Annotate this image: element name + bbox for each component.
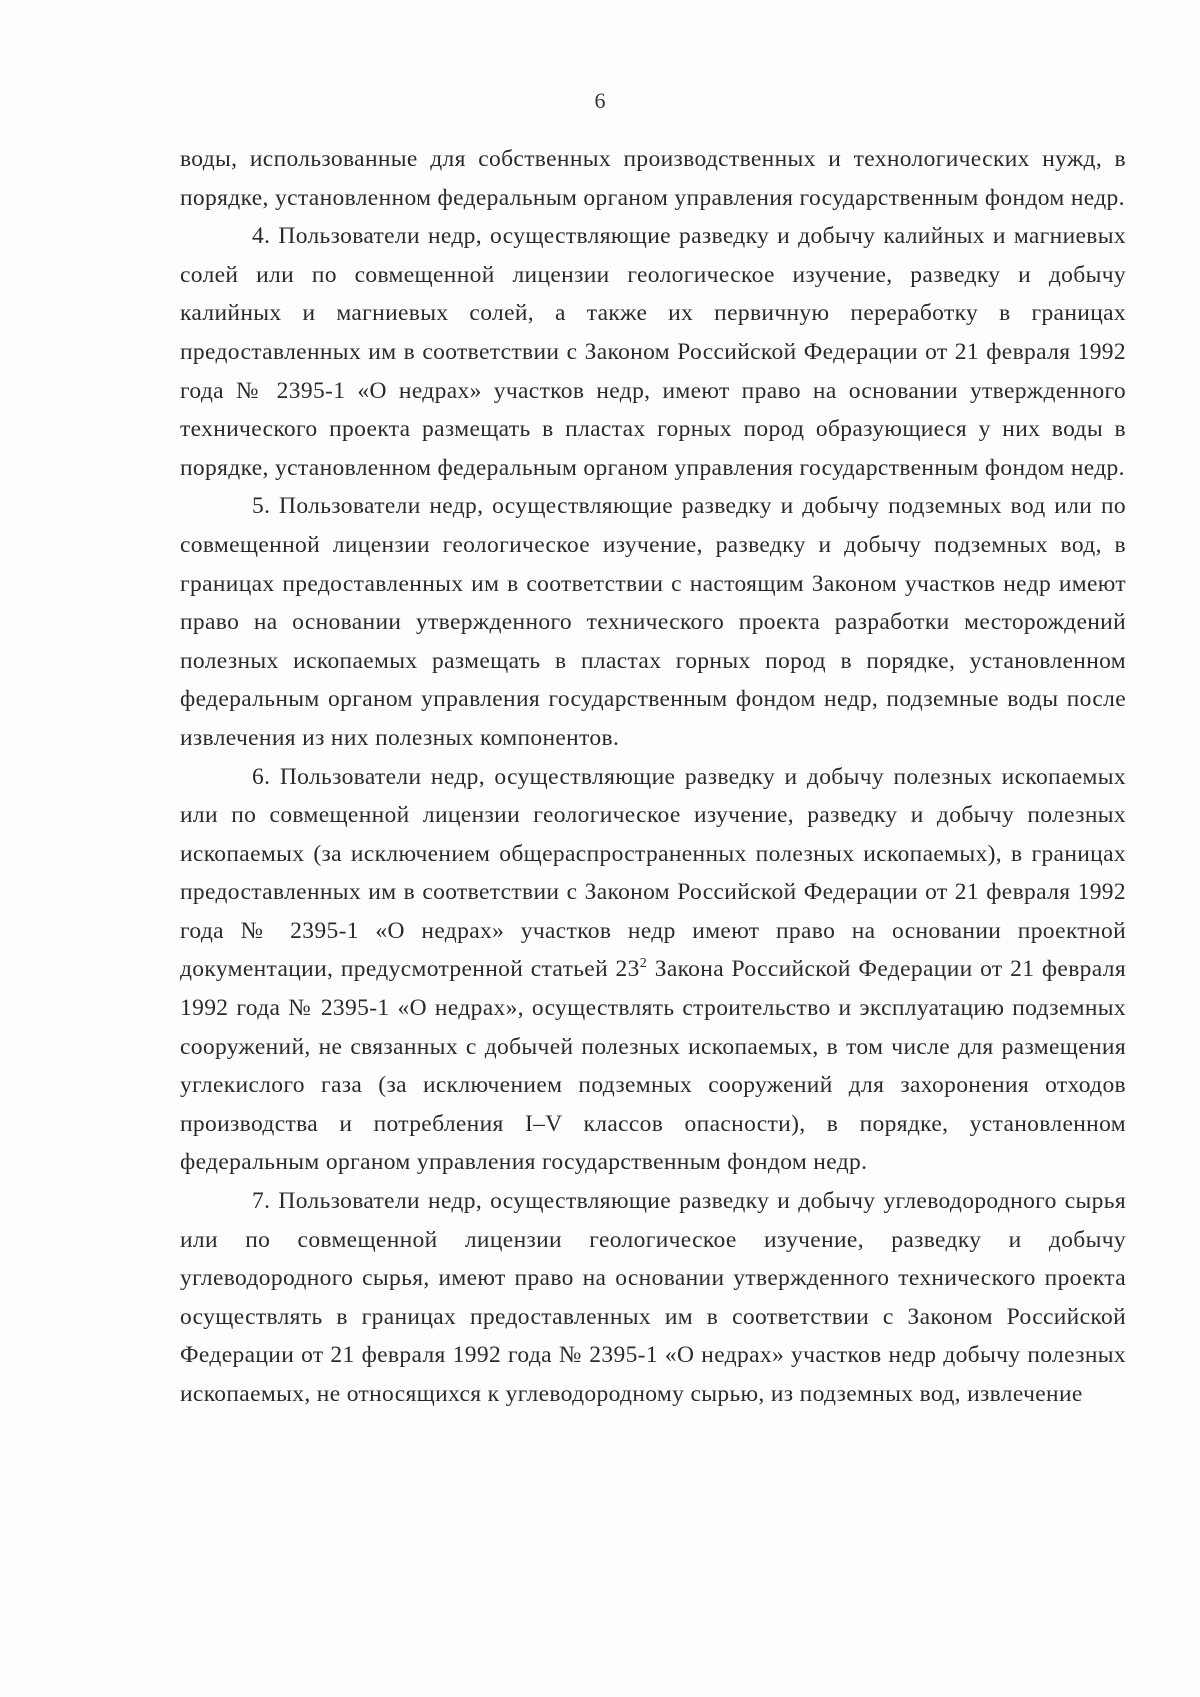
- document-body: [180, 140, 1126, 1414]
- page-number: 6: [594, 88, 606, 113]
- article-superscript: 2: [639, 956, 648, 972]
- paragraph-7: 7. Пользователи недр, осуществляющие разведку и добычу углеводородного сырья или по совмещенной лицензии геологическое изучение, разведку и добычу углеводородного сырья, имеют право на основании утвержденного технического проекта осуществлять в границах предоставленных им в соответствии с Законом Российской Федерации от 21 февраля 1992 года № 2395-1 «О недрах» участков недр добычу полезных ископаемых, не относящихся к углеводородному сырью, из подземных вод, извлечение: [180, 1188, 1126, 1407]
- paragraph-4: 4. Пользователи недр, осуществляющие разведку и добычу калийных и магниевых солей или по совмещенной лицензии геологическое изучение, разведку и добычу калийных и магниевых солей, а также их первичную переработку в границах предоставленных им в соответствии с Законом Российской Федерации от 21 февраля 1992 года № 2395-1 «О недрах» участков недр, имеют право на основании утвержденного технического проекта размещать в пластах горных пород образующиеся у них воды в порядке, установленном федеральным органом управления государственным фондом недр.: [180, 223, 1126, 481]
- paragraph-5: 5. Пользователи недр, осуществляющие разведку и добычу подземных вод или по совмещенной лицензии геологическое изучение, разведку и добычу подземных вод, в границах предоставленных им в соответствии с настоящим Законом участков недр имеют право на основании утвержденного технического проекта разработки месторождений полезных ископаемых размещать в пластах горных пород в порядке, установленном федеральным органом управления государственным фондом недр, подземные воды после извлечения из них полезных компонентов.: [180, 493, 1126, 751]
- paragraph-6-text-start: 6. Пользователи недр, осуществляющие разведку и добычу полезных ископаемых или по совмещенной лицензии геологическое изучение, разведку и добычу полезных ископаемых (за исключением общераспространенных полезных ископаемых), в границах предоставленных им в соответствии с Законом Российской Федерации от 21 февраля 1992 года № 2395-1 «О недрах» участков недр имеют право на основании проектной документации, предусмотренной статьей 23: [180, 763, 1126, 983]
- paragraph-6: [180, 758, 1126, 1183]
- paragraph-6-text-end: Закона Российской Федерации от 21 февраля 1992 года № 2395-1 «О недрах», осуществлять строительство и эксплуатацию подземных сооружений, не связанных с добычей полезных ископаемых, в том числе для размещения углекислого газа (за исключением подземных сооружений для захоронения отходов производства и потребления I–V классов опасности), в порядке, установленном федеральным органом управления государственным фондом недр.: [180, 956, 1126, 1176]
- paragraph-continuation: воды, использованные для собственных производственных и технологических нужд, в порядке, установленном федеральным органом управления государственным фондом недр.: [180, 146, 1126, 211]
